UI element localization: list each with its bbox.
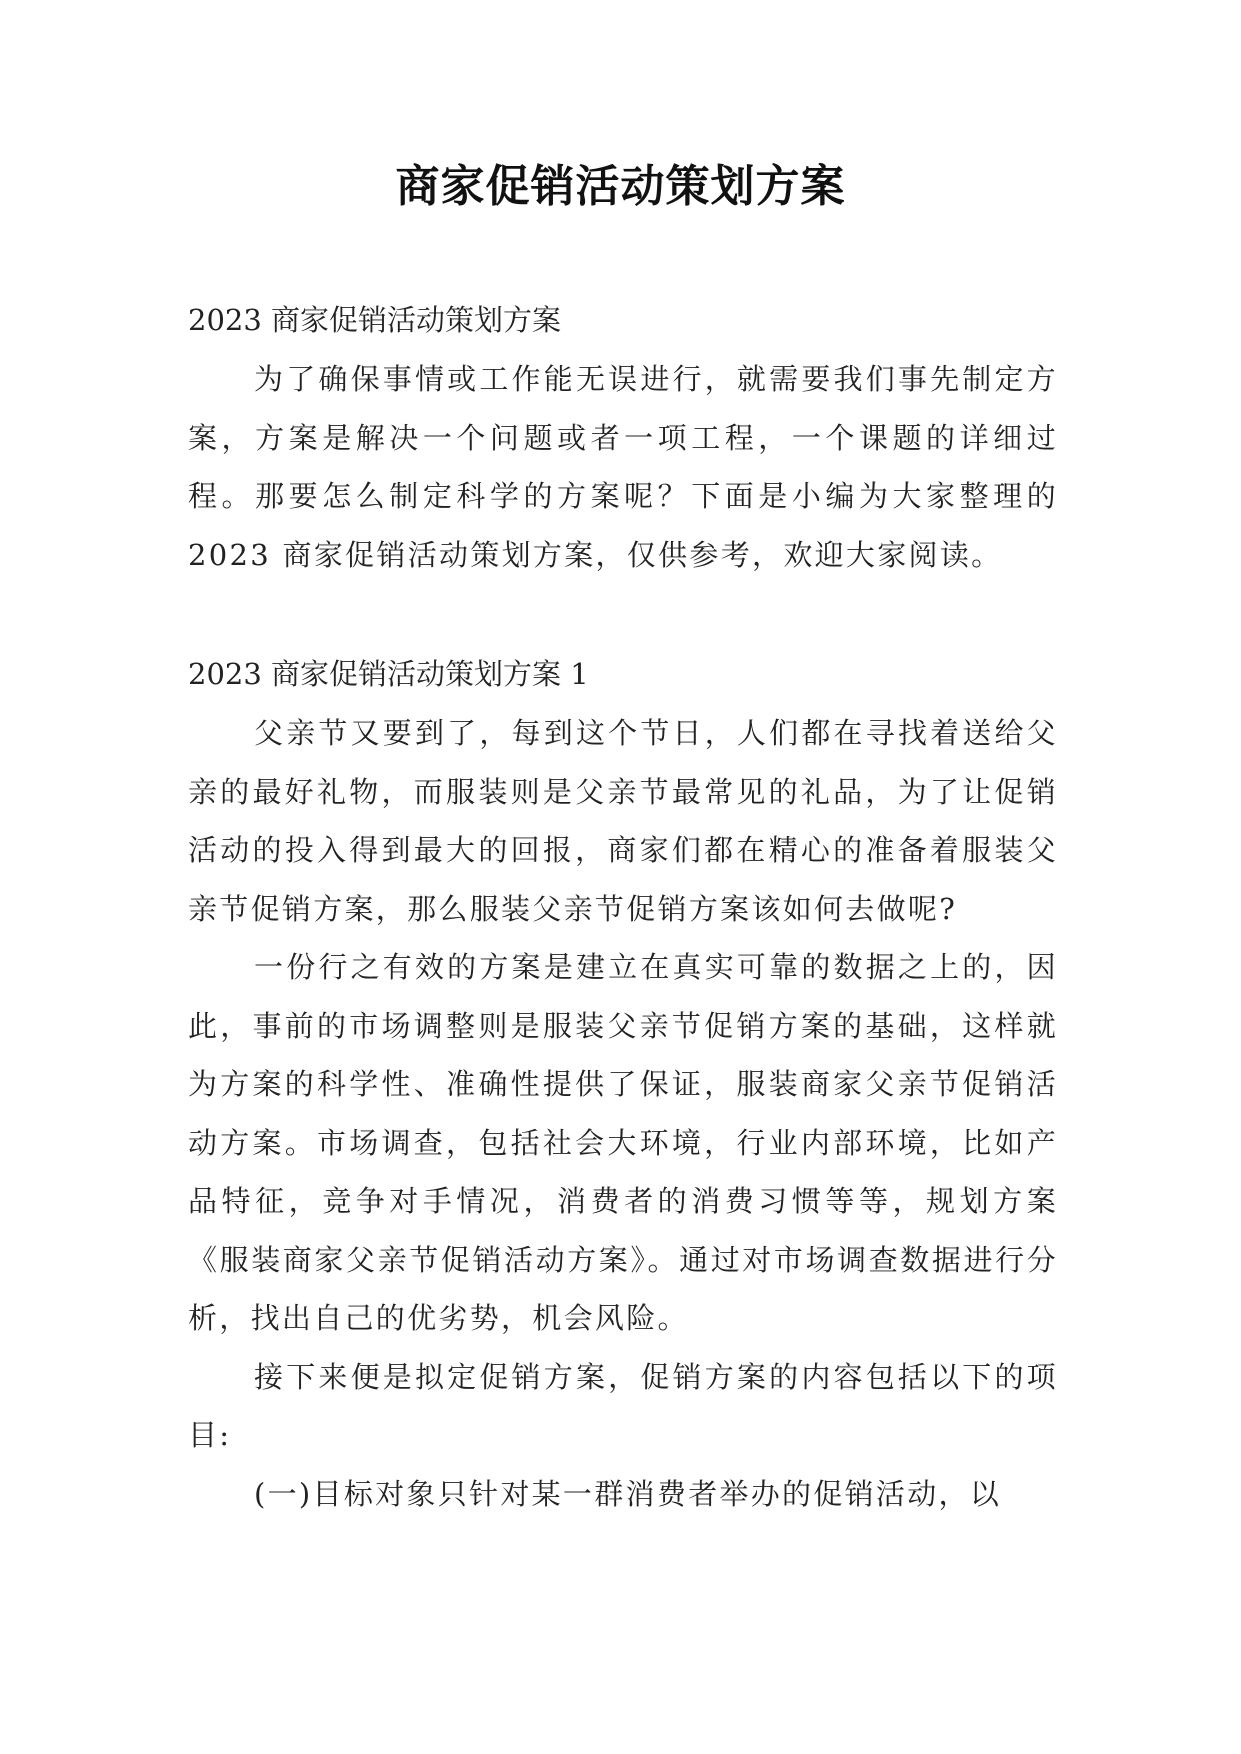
page-title: 商家促销活动策划方案 <box>395 161 846 212</box>
section-heading: 2023 商家促销活动策划方案 1 <box>188 657 589 691</box>
paragraph: 接下来便是拟定促销方案，促销方案的内容包括以下的项目: <box>188 1359 1058 1452</box>
section-heading: 2023 商家促销活动策划方案 <box>188 303 562 337</box>
document-body <box>188 290 1058 1523</box>
paragraph: (一)目标对象只针对某一群消费者举办的促销活动，以 <box>254 1476 1002 1511</box>
paragraph: 一份行之有效的方案是建立在真实可靠的数据之上的，因此，事前的市场调整则是服装父亲节促销方案的基础，这样就为方案的科学性、准确性提供了保证，服装商家父亲节促销活动方案。市场调查，包括社会大环境，行业内部环境，比如产品特征，竞争对手情况，消费者的消费习惯等等，规划方案《服装商家父亲节促销活动方案》。通过对市场调查数据进行分析，找出自己的优劣势，机会风险。 <box>188 950 1058 1335</box>
section-gap <box>188 584 1058 644</box>
paragraph: 为了确保事情或工作能无误进行，就需要我们事先制定方案，方案是解决一个问题或者一项工程，一个课题的详细过程。那要怎么制定科学的方案呢？下面是小编为大家整理的 2023 商家促销活动策划方案，仅供参考，欢迎大家阅读。 <box>188 362 1058 572</box>
paragraph: 父亲节又要到了，每到这个节日，人们都在寻找着送给父亲的最好礼物，而服装则是父亲节最常见的礼品，为了让促销活动的投入得到最大的回报，商家们都在精心的准备着服装父亲节促销方案，那么服装父亲节促销方案该如何去做呢? <box>188 716 1058 926</box>
